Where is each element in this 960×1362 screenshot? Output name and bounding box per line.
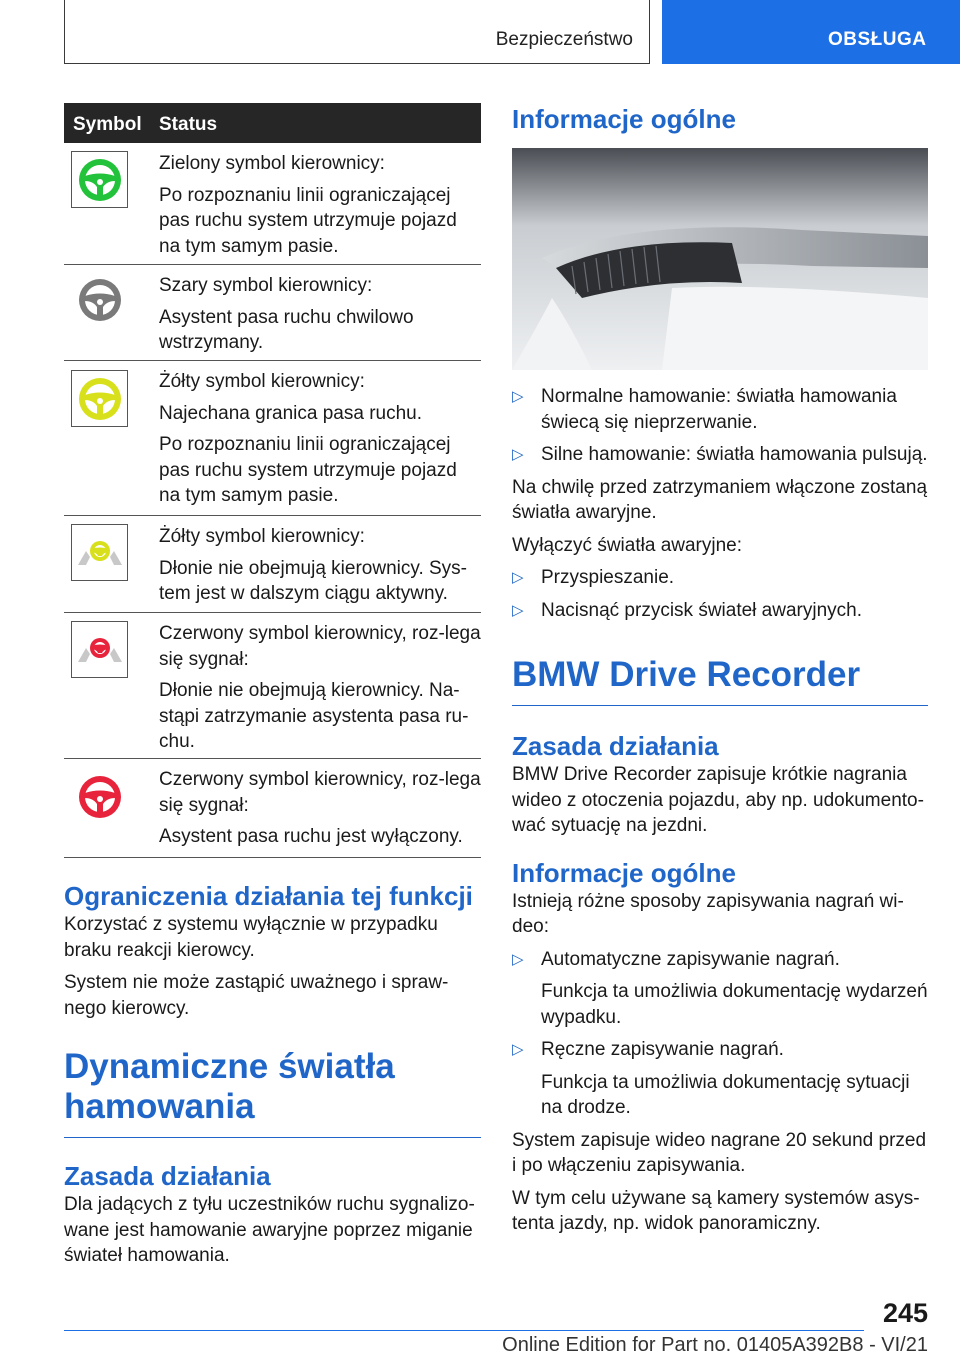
list-item: ▷ Automatyczne zapisywanie nagrań. Funkcja ta umożliwia dokumentację wydarzeń wypadku. <box>512 948 928 1028</box>
limits-paragraph: Korzystać z systemu wyłącznie w przypadku braku reakcji kierowcy. <box>64 914 438 961</box>
chapter-tab[interactable] <box>662 0 960 64</box>
list-item: ▷ Silne hamowanie: światła hamowania pulsują. <box>512 442 928 468</box>
table-row <box>64 265 481 361</box>
steering-wheel-green-icon <box>71 151 128 208</box>
table-row <box>64 143 481 265</box>
bullet-triangle-icon: ▷ <box>512 601 524 619</box>
col-status-header: Status <box>159 114 218 135</box>
right-column-text <box>512 103 928 1244</box>
steering-wheel-red-hands-icon <box>71 621 128 678</box>
row-line: Po rozpoznaniu linii ograniczającej pas ruchu system utrzymuje pojazd na tym samym pasie. <box>159 184 457 257</box>
paragraph: Na chwilę przed zatrzymaniem włączone zostaną światła awaryjne. <box>512 476 928 523</box>
list-item: ▷ Ręczne zapisywanie nagrań. Funkcja ta umożliwia dokumentację sytuacji na drodze. <box>512 1039 910 1118</box>
paragraph: Istnieją różne sposoby zapisywania nagrań wi-deo: <box>512 890 904 937</box>
steering-wheel-red-icon <box>71 768 128 825</box>
limits-paragraph: System nie może zastąpić uważnego i spraw-nego kierowcy. <box>64 972 449 1019</box>
limits-heading: Ograniczenia działania tej funkcji <box>64 881 473 911</box>
list-item: ▷ Nacisnąć przycisk świateł awaryjnych. <box>512 598 928 624</box>
bullet-triangle-icon: ▷ <box>512 950 524 968</box>
row-line: Asystent pasa ruchu jest wyłączony. <box>159 826 463 847</box>
row-line: Dłonie nie obejmują kierownicy. Sys-tem jest w dalszym ciągu aktywny. <box>159 557 467 604</box>
list-item: ▷ Normalne hamowanie: światła hamowania świecą się nieprzerwanie. <box>512 386 897 433</box>
footer-edition: Online Edition for Part no. 01405A392B8 - VI/21 <box>502 1334 928 1356</box>
table-row <box>64 516 481 613</box>
row-line: Żółty symbol kierownicy: <box>159 371 365 392</box>
general-info-heading-2: Informacje ogólne <box>512 857 736 888</box>
steering-wheel-yellow-icon <box>71 370 128 427</box>
bullet-triangle-icon: ▷ <box>512 388 524 405</box>
steering-wheel-yellow-hands-icon <box>71 524 128 581</box>
header-frame <box>64 0 650 64</box>
row-line: Asystent pasa ruchu chwilowo wstrzymany. <box>159 306 414 353</box>
row-line: Szary symbol kierownicy: <box>159 275 373 296</box>
principle-heading: Zasada działania <box>64 1161 271 1191</box>
row-line: Najechana granica pasa ruchu. <box>159 402 423 424</box>
bullet-triangle-icon: ▷ <box>512 446 524 463</box>
footer-divider <box>64 1330 864 1331</box>
list-item: ▷ Przyspieszanie. <box>512 565 928 591</box>
dynamic-brake-lights-heading: Dynamiczne światła hamowania <box>64 1047 481 1138</box>
row-line: Zielony symbol kierownicy: <box>159 153 385 174</box>
row-line: Po rozpoznaniu linii ograniczającej pas ruchu system utrzymuje pojazd na tym samym pasie. <box>159 434 457 506</box>
bullet-triangle-icon: ▷ <box>512 1041 524 1058</box>
paragraph: System zapisuje wideo nagrane 20 sekund przed i po włączeniu zapisywania. <box>512 1129 927 1176</box>
chapter-tab-label: OBSŁUGA <box>828 29 927 50</box>
principle-paragraph: BMW Drive Recorder zapisuje krótkie nagrania wideo z otoczenia pojazdu, aby np. udokumento-wać sytuację na jezdni. <box>512 764 924 836</box>
bmw-drive-recorder-heading: BMW Drive Recorder <box>512 655 928 706</box>
paragraph: W tym celu używane są kamery systemów asys-tenta jazdy, np. widok panoramiczny. <box>512 1187 920 1234</box>
table-row <box>64 361 481 516</box>
col-symbol-header: Symbol <box>73 114 142 135</box>
paragraph: Wyłączyć światła awaryjne: <box>512 534 743 556</box>
symbol-status-table <box>64 103 481 858</box>
car-tail-light-image <box>512 148 928 370</box>
row-line: Czerwony symbol kierownicy, roz-lega się sygnał: <box>159 623 481 670</box>
table-row <box>64 759 481 858</box>
row-line: Żółty symbol kierownicy: <box>159 526 365 547</box>
table-header <box>64 103 481 143</box>
table-row <box>64 613 481 759</box>
section-title: Bezpieczeństwo <box>495 29 633 50</box>
bullet-triangle-icon: ▷ <box>512 569 524 586</box>
row-line: Czerwony symbol kierownicy, roz-lega się sygnał: <box>159 769 481 816</box>
steering-wheel-gray-icon <box>71 271 128 328</box>
general-info-heading: Informacje ogólne <box>512 104 736 134</box>
left-column-text <box>64 880 481 1276</box>
page-number: 245 <box>882 1298 928 1328</box>
principle-paragraph: Dla jadących z tyłu uczestników ruchu sygnalizo-wane jest hamowanie awaryjne poprzez miganie świateł hamowania. <box>64 1194 475 1266</box>
row-line: Dłonie nie obejmują kierownicy. Na-stąpi zatrzymanie asystenta pasa ru-chu. <box>159 680 469 752</box>
principle-heading: Zasada działania <box>512 731 719 761</box>
